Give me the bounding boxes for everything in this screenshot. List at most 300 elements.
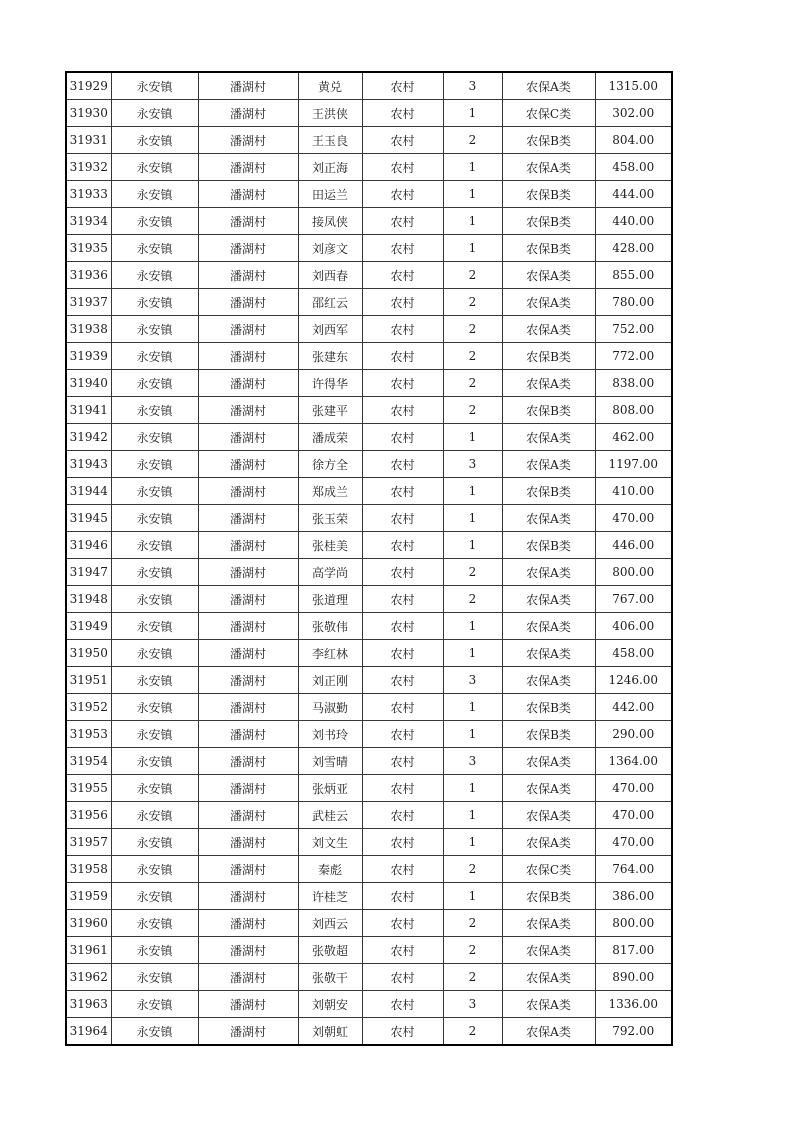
table-row (66, 937, 672, 964)
table-cell: 1364.00 (595, 748, 672, 775)
table-cell: 1 (443, 613, 502, 640)
table-cell: 永安镇 (111, 478, 198, 505)
table-cell: 农村 (362, 802, 443, 829)
table-cell: 永安镇 (111, 559, 198, 586)
table-cell: 刘文生 (298, 829, 362, 856)
table-cell: 永安镇 (111, 586, 198, 613)
table-row (66, 1018, 672, 1046)
table-row (66, 667, 672, 694)
table-cell: 800.00 (595, 559, 672, 586)
table-cell: 农村 (362, 1018, 443, 1046)
table-row (66, 775, 672, 802)
table-cell: 农村 (362, 775, 443, 802)
table-cell: 潘湖村 (198, 586, 298, 613)
table-cell: 潘湖村 (198, 640, 298, 667)
table-cell: 农保A类 (502, 1018, 595, 1046)
table-cell: 817.00 (595, 937, 672, 964)
table-cell: 470.00 (595, 802, 672, 829)
table-cell: 2 (443, 370, 502, 397)
table-row (66, 640, 672, 667)
table-cell: 农保B类 (502, 235, 595, 262)
table-cell: 1 (443, 640, 502, 667)
table-cell: 1 (443, 775, 502, 802)
table-cell: 永安镇 (111, 721, 198, 748)
table-cell: 410.00 (595, 478, 672, 505)
table-cell: 农村 (362, 532, 443, 559)
table-cell: 1 (443, 505, 502, 532)
table-cell: 农保A类 (502, 964, 595, 991)
table-cell: 永安镇 (111, 316, 198, 343)
table-row (66, 748, 672, 775)
table-cell: 31940 (66, 370, 111, 397)
table-cell: 刘正海 (298, 154, 362, 181)
table-cell: 772.00 (595, 343, 672, 370)
table-row (66, 802, 672, 829)
table-cell: 农保A类 (502, 451, 595, 478)
table-cell: 470.00 (595, 775, 672, 802)
table-cell: 潘湖村 (198, 370, 298, 397)
table-cell: 永安镇 (111, 802, 198, 829)
table-cell: 31954 (66, 748, 111, 775)
table-cell: 31930 (66, 100, 111, 127)
table-cell: 31939 (66, 343, 111, 370)
table-cell: 农保B类 (502, 721, 595, 748)
table-cell: 潘湖村 (198, 667, 298, 694)
table-cell: 潘湖村 (198, 262, 298, 289)
table-cell: 290.00 (595, 721, 672, 748)
table-row (66, 478, 672, 505)
table-cell: 永安镇 (111, 667, 198, 694)
table-cell: 永安镇 (111, 748, 198, 775)
table-cell: 农保A类 (502, 748, 595, 775)
table-cell: 邵红云 (298, 289, 362, 316)
table-cell: 永安镇 (111, 262, 198, 289)
table-cell: 农村 (362, 694, 443, 721)
table-cell: 永安镇 (111, 154, 198, 181)
table-cell: 3 (443, 748, 502, 775)
table-row (66, 964, 672, 991)
table-cell: 农保A类 (502, 937, 595, 964)
table-cell: 潘成荣 (298, 424, 362, 451)
table-cell: 农保A类 (502, 289, 595, 316)
table-cell: 刘正刚 (298, 667, 362, 694)
table-cell: 31955 (66, 775, 111, 802)
table-cell: 李红林 (298, 640, 362, 667)
table-cell: 农保A类 (502, 370, 595, 397)
table-cell: 458.00 (595, 640, 672, 667)
table-cell: 张道理 (298, 586, 362, 613)
table-cell: 张桂美 (298, 532, 362, 559)
table-row (66, 559, 672, 586)
table-cell: 31945 (66, 505, 111, 532)
table-cell: 农村 (362, 316, 443, 343)
table-cell: 张建平 (298, 397, 362, 424)
table-cell: 永安镇 (111, 235, 198, 262)
table-cell: 张敬伟 (298, 613, 362, 640)
table-cell: 潘湖村 (198, 289, 298, 316)
table-cell: 1197.00 (595, 451, 672, 478)
table-cell: 永安镇 (111, 964, 198, 991)
table-cell: 2 (443, 343, 502, 370)
table-row (66, 127, 672, 154)
table-cell: 刘西春 (298, 262, 362, 289)
table-cell: 1336.00 (595, 991, 672, 1018)
table-cell: 1 (443, 694, 502, 721)
table-cell: 31944 (66, 478, 111, 505)
table-cell: 永安镇 (111, 856, 198, 883)
table-cell: 1 (443, 235, 502, 262)
table-cell: 潘湖村 (198, 235, 298, 262)
table-cell: 31953 (66, 721, 111, 748)
table-cell: 农村 (362, 748, 443, 775)
table-row (66, 316, 672, 343)
table-cell: 刘雪晴 (298, 748, 362, 775)
table-cell: 永安镇 (111, 532, 198, 559)
table-cell: 800.00 (595, 910, 672, 937)
table-cell: 农村 (362, 100, 443, 127)
table-cell: 855.00 (595, 262, 672, 289)
table-cell: 潘湖村 (198, 694, 298, 721)
table-cell: 永安镇 (111, 775, 198, 802)
table-cell: 780.00 (595, 289, 672, 316)
table-cell: 1 (443, 478, 502, 505)
table-cell: 潘湖村 (198, 424, 298, 451)
table-cell: 2 (443, 316, 502, 343)
table-row (66, 343, 672, 370)
table-cell: 804.00 (595, 127, 672, 154)
table-cell: 潘湖村 (198, 397, 298, 424)
table-cell: 农村 (362, 991, 443, 1018)
table-cell: 1 (443, 721, 502, 748)
table-cell: 3 (443, 72, 502, 100)
table-cell: 3 (443, 667, 502, 694)
table-cell: 潘湖村 (198, 937, 298, 964)
table-row (66, 856, 672, 883)
table-cell: 潘湖村 (198, 829, 298, 856)
table-cell: 农村 (362, 451, 443, 478)
table-cell: 郑成兰 (298, 478, 362, 505)
table-row (66, 910, 672, 937)
table-cell: 永安镇 (111, 640, 198, 667)
table-row (66, 208, 672, 235)
table-cell: 31934 (66, 208, 111, 235)
table-cell: 永安镇 (111, 72, 198, 100)
table-cell: 刘西军 (298, 316, 362, 343)
table-cell: 农保A类 (502, 775, 595, 802)
table-row (66, 262, 672, 289)
table-cell: 农保A类 (502, 72, 595, 100)
table-cell: 农保A类 (502, 829, 595, 856)
table-cell: 田运兰 (298, 181, 362, 208)
table-cell: 农村 (362, 235, 443, 262)
table-cell: 永安镇 (111, 910, 198, 937)
table-cell: 406.00 (595, 613, 672, 640)
table-cell: 2 (443, 127, 502, 154)
table-cell: 潘湖村 (198, 154, 298, 181)
table-cell: 农村 (362, 721, 443, 748)
table-cell: 31929 (66, 72, 111, 100)
table-cell: 农保A类 (502, 262, 595, 289)
table-cell: 农保A类 (502, 154, 595, 181)
table-cell: 31958 (66, 856, 111, 883)
table-row (66, 181, 672, 208)
table-cell: 31936 (66, 262, 111, 289)
table-cell: 302.00 (595, 100, 672, 127)
table-cell: 31933 (66, 181, 111, 208)
table-cell: 永安镇 (111, 181, 198, 208)
table-cell: 永安镇 (111, 505, 198, 532)
table-cell: 农村 (362, 937, 443, 964)
table-cell: 428.00 (595, 235, 672, 262)
table-cell: 马淑勤 (298, 694, 362, 721)
table-cell: 31949 (66, 613, 111, 640)
table-cell: 永安镇 (111, 100, 198, 127)
table-cell: 永安镇 (111, 289, 198, 316)
table-cell: 永安镇 (111, 451, 198, 478)
table-cell: 农村 (362, 127, 443, 154)
table-cell: 农保B类 (502, 343, 595, 370)
table-cell: 31942 (66, 424, 111, 451)
table-cell: 31963 (66, 991, 111, 1018)
table-row (66, 505, 672, 532)
table-cell: 2 (443, 856, 502, 883)
table-cell: 潘湖村 (198, 910, 298, 937)
table-cell: 永安镇 (111, 370, 198, 397)
table-cell: 农保A类 (502, 802, 595, 829)
table-cell: 永安镇 (111, 694, 198, 721)
table-cell: 张敬超 (298, 937, 362, 964)
table-row (66, 424, 672, 451)
table-cell: 31960 (66, 910, 111, 937)
table-body (66, 72, 672, 1045)
table-cell: 潘湖村 (198, 964, 298, 991)
table-cell: 838.00 (595, 370, 672, 397)
table-cell: 2 (443, 262, 502, 289)
table-row (66, 370, 672, 397)
table-row (66, 154, 672, 181)
table-cell: 刘西云 (298, 910, 362, 937)
table-cell: 31941 (66, 397, 111, 424)
table-cell: 470.00 (595, 829, 672, 856)
table-cell: 442.00 (595, 694, 672, 721)
table-cell: 农保A类 (502, 559, 595, 586)
table-cell: 农村 (362, 910, 443, 937)
table-cell: 刘朝虹 (298, 1018, 362, 1046)
table-cell: 刘朝安 (298, 991, 362, 1018)
table-cell: 农保A类 (502, 424, 595, 451)
table-cell: 农村 (362, 667, 443, 694)
table-cell: 446.00 (595, 532, 672, 559)
table-cell: 潘湖村 (198, 775, 298, 802)
table-cell: 31950 (66, 640, 111, 667)
table-cell: 农村 (362, 370, 443, 397)
table-cell: 张玉荣 (298, 505, 362, 532)
table-cell: 农保A类 (502, 640, 595, 667)
table-cell: 农村 (362, 964, 443, 991)
table-row (66, 991, 672, 1018)
table-cell: 31948 (66, 586, 111, 613)
table-cell: 农村 (362, 883, 443, 910)
table-cell: 31946 (66, 532, 111, 559)
table-row (66, 289, 672, 316)
table-cell: 31957 (66, 829, 111, 856)
table-cell: 农村 (362, 397, 443, 424)
table-cell: 2 (443, 586, 502, 613)
table-cell: 1315.00 (595, 72, 672, 100)
table-cell: 潘湖村 (198, 802, 298, 829)
table-cell: 31962 (66, 964, 111, 991)
table-cell: 792.00 (595, 1018, 672, 1046)
table-cell: 潘湖村 (198, 478, 298, 505)
table-cell: 潘湖村 (198, 127, 298, 154)
table-cell: 农村 (362, 505, 443, 532)
table-cell: 永安镇 (111, 1018, 198, 1046)
table-cell: 1 (443, 829, 502, 856)
table-cell: 农保C类 (502, 100, 595, 127)
table-cell: 永安镇 (111, 937, 198, 964)
table-cell: 永安镇 (111, 397, 198, 424)
table-cell: 农村 (362, 829, 443, 856)
table-row (66, 532, 672, 559)
table-cell: 1 (443, 181, 502, 208)
table-row (66, 883, 672, 910)
table-cell: 2 (443, 559, 502, 586)
table-cell: 31964 (66, 1018, 111, 1046)
table-cell: 农村 (362, 208, 443, 235)
table-row (66, 613, 672, 640)
table-cell: 农保C类 (502, 856, 595, 883)
table-cell: 潘湖村 (198, 208, 298, 235)
table-cell: 潘湖村 (198, 613, 298, 640)
table-cell: 农保A类 (502, 991, 595, 1018)
table-cell: 永安镇 (111, 829, 198, 856)
table-row (66, 694, 672, 721)
table-cell: 潘湖村 (198, 559, 298, 586)
table-cell: 440.00 (595, 208, 672, 235)
table-cell: 农村 (362, 72, 443, 100)
table-cell: 31959 (66, 883, 111, 910)
table-cell: 潘湖村 (198, 72, 298, 100)
table-cell: 张敬干 (298, 964, 362, 991)
table-cell: 秦彪 (298, 856, 362, 883)
table-cell: 潘湖村 (198, 1018, 298, 1046)
table-cell: 农村 (362, 478, 443, 505)
table-cell: 农村 (362, 559, 443, 586)
table-cell: 潘湖村 (198, 505, 298, 532)
table-cell: 潘湖村 (198, 343, 298, 370)
table-cell: 462.00 (595, 424, 672, 451)
table-cell: 农保A类 (502, 316, 595, 343)
table-cell: 31947 (66, 559, 111, 586)
table-cell: 永安镇 (111, 991, 198, 1018)
table-cell: 潘湖村 (198, 451, 298, 478)
table-cell: 永安镇 (111, 424, 198, 451)
table-cell: 潘湖村 (198, 181, 298, 208)
table-cell: 31952 (66, 694, 111, 721)
table-cell: 王洪侠 (298, 100, 362, 127)
table-cell: 31931 (66, 127, 111, 154)
table-cell: 1 (443, 208, 502, 235)
table-cell: 31937 (66, 289, 111, 316)
table-cell: 接凤侠 (298, 208, 362, 235)
table-cell: 1 (443, 154, 502, 181)
table-cell: 张炳亚 (298, 775, 362, 802)
table-cell: 470.00 (595, 505, 672, 532)
table-cell: 潘湖村 (198, 532, 298, 559)
table-cell: 农保B类 (502, 532, 595, 559)
table-cell: 1 (443, 424, 502, 451)
table-cell: 31943 (66, 451, 111, 478)
table-cell: 永安镇 (111, 883, 198, 910)
table-cell: 458.00 (595, 154, 672, 181)
table-cell: 潘湖村 (198, 856, 298, 883)
table-cell: 农村 (362, 856, 443, 883)
table-cell: 农村 (362, 343, 443, 370)
table-cell: 2 (443, 937, 502, 964)
table-cell: 31951 (66, 667, 111, 694)
table-cell: 武桂云 (298, 802, 362, 829)
table-cell: 1 (443, 100, 502, 127)
table-cell: 农保A类 (502, 667, 595, 694)
table-cell: 永安镇 (111, 343, 198, 370)
table-cell: 农保B类 (502, 127, 595, 154)
table-cell: 农保A类 (502, 505, 595, 532)
table-cell: 农村 (362, 640, 443, 667)
table-cell: 2 (443, 1018, 502, 1046)
table-cell: 890.00 (595, 964, 672, 991)
table-cell: 农村 (362, 289, 443, 316)
table-cell: 808.00 (595, 397, 672, 424)
table-cell: 永安镇 (111, 127, 198, 154)
table-row (66, 829, 672, 856)
table-cell: 农村 (362, 181, 443, 208)
table-cell: 农保A类 (502, 613, 595, 640)
table-cell: 潘湖村 (198, 721, 298, 748)
table-cell: 2 (443, 397, 502, 424)
table-cell: 农保B类 (502, 208, 595, 235)
table-cell: 2 (443, 289, 502, 316)
table-cell: 农村 (362, 154, 443, 181)
table-cell: 31938 (66, 316, 111, 343)
table-row (66, 451, 672, 478)
table-cell: 1 (443, 532, 502, 559)
table-cell: 高学尚 (298, 559, 362, 586)
table-cell: 农保B类 (502, 181, 595, 208)
table-cell: 永安镇 (111, 208, 198, 235)
table-cell: 农村 (362, 586, 443, 613)
table-cell: 1 (443, 883, 502, 910)
table-cell: 潘湖村 (198, 748, 298, 775)
table-cell: 农村 (362, 262, 443, 289)
table-cell: 31932 (66, 154, 111, 181)
table-cell: 农村 (362, 613, 443, 640)
table-cell: 3 (443, 991, 502, 1018)
table-row (66, 235, 672, 262)
table-cell: 潘湖村 (198, 100, 298, 127)
table-cell: 潘湖村 (198, 883, 298, 910)
table-cell: 农保B类 (502, 883, 595, 910)
table-cell: 2 (443, 910, 502, 937)
table-cell: 农保B类 (502, 694, 595, 721)
table-cell: 31961 (66, 937, 111, 964)
table-cell: 农保A类 (502, 910, 595, 937)
table-cell: 刘彦文 (298, 235, 362, 262)
table-cell: 潘湖村 (198, 991, 298, 1018)
table-cell: 农保A类 (502, 586, 595, 613)
table-cell: 农保B类 (502, 397, 595, 424)
table-cell: 张建东 (298, 343, 362, 370)
table-row (66, 100, 672, 127)
